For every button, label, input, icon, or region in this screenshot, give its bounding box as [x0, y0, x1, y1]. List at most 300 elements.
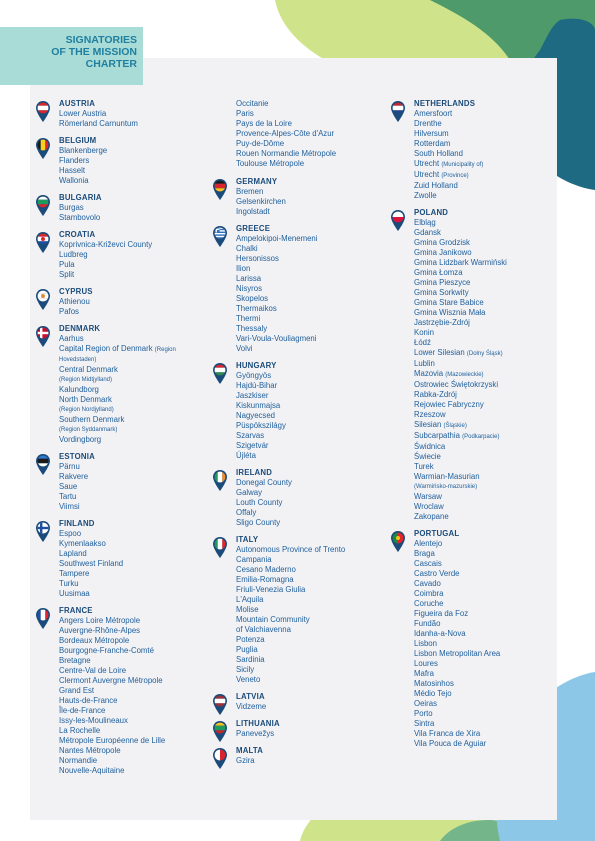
region-name: Saue: [59, 482, 78, 491]
region-item: [236, 254, 372, 264]
region-name: Hasselt: [59, 166, 85, 175]
region-name: Turku: [59, 579, 79, 588]
region-name: Drenthe: [414, 119, 442, 128]
region-name: Porto: [414, 709, 433, 718]
bulgaria-flag-icon: [36, 195, 50, 216]
region-name: Rouen Normandie Métropole: [236, 149, 337, 158]
region-name: Thermaikos: [236, 304, 277, 313]
region-item: [414, 278, 550, 288]
region-name: Jastrzębie-Zdrój: [414, 318, 470, 327]
region-name: Újléta: [236, 451, 256, 460]
country-name: CYPRUS: [59, 287, 93, 296]
region-item: [59, 344, 195, 355]
country-block: [207, 692, 372, 712]
region-item: [59, 395, 195, 405]
region-item: [59, 589, 195, 599]
region-name: Römerland Carnuntum: [59, 119, 138, 128]
region-item: [414, 420, 550, 431]
region-item: [414, 238, 550, 248]
region-item: [236, 575, 372, 585]
region-note: (Province): [441, 173, 469, 179]
region-item: [59, 472, 195, 482]
region-name: Blankenberge: [59, 146, 108, 155]
region-name: Veneto: [236, 675, 261, 684]
region-name: Potenza: [236, 635, 265, 644]
region-name: Elbląg: [414, 218, 436, 227]
region-item: [59, 626, 195, 636]
region-item: [236, 274, 372, 284]
region-name: Panevežys: [236, 729, 275, 738]
region-item: [414, 369, 550, 380]
column-2: [207, 99, 372, 773]
region-name: Bourgogne-Franche-Comté: [59, 646, 154, 655]
malta-flag-icon: [213, 748, 227, 769]
region-item: [59, 425, 195, 435]
region-item: [236, 244, 372, 254]
region-item: [236, 149, 372, 159]
region-item: [414, 559, 550, 569]
region-item: [236, 197, 372, 207]
region-item: [414, 328, 550, 338]
italy-flag-icon: [213, 537, 227, 558]
region-name: Tampere: [59, 569, 90, 578]
region-name: Utrecht: [414, 170, 440, 179]
region-item: [236, 675, 372, 685]
region-name: Szigetvár: [236, 441, 269, 450]
region-name: Southern Denmark: [59, 415, 125, 424]
region-item: [236, 391, 372, 401]
region-name: Gmina Łomza: [414, 268, 463, 277]
region-item: [236, 655, 372, 665]
region-item: [414, 639, 550, 649]
region-item: [59, 156, 195, 166]
region-name: Gelsenkirchen: [236, 197, 286, 206]
region-item: [414, 679, 550, 689]
region-item: [414, 228, 550, 238]
region-name: Emilia-Romagna: [236, 575, 294, 584]
region-item: [59, 539, 195, 549]
region-item: [236, 545, 372, 555]
region-note: (Śląskie): [443, 423, 467, 429]
region-name: Normandie: [59, 756, 98, 765]
country-name: PORTUGAL: [414, 529, 460, 538]
region-item: [59, 579, 195, 589]
region-name: Gyöngyös: [236, 371, 272, 380]
region-name: Nagyecsed: [236, 411, 276, 420]
region-name: Ampelokipoi-Menemeni: [236, 234, 318, 243]
region-name: Zwolle: [414, 191, 437, 200]
country-block: [207, 99, 372, 169]
portugal-flag-icon: [391, 531, 405, 552]
country-name: BULGARIA: [59, 193, 102, 202]
region-name: Vila Franca de Xira: [414, 729, 481, 738]
region-item: [414, 400, 550, 410]
region-item: [414, 191, 550, 201]
region-item: [59, 686, 195, 696]
region-item: [236, 645, 372, 655]
region-item: [236, 234, 372, 244]
denmark-flag-icon: [36, 326, 50, 347]
belgium-flag-icon: [36, 138, 50, 159]
region-item: [236, 401, 372, 411]
country-name: LATVIA: [236, 692, 265, 701]
region-name: Oeiras: [414, 699, 437, 708]
region-name: Lower Austria: [59, 109, 107, 118]
region-item: [59, 334, 195, 344]
region-name: Hovedstaden): [59, 357, 97, 363]
region-name: Warsaw: [414, 492, 442, 501]
region-name: Campania: [236, 555, 272, 564]
region-item: [59, 676, 195, 686]
region-name: Lisbon: [414, 639, 437, 648]
country-block: [30, 193, 195, 223]
region-item: [236, 139, 372, 149]
region-name: Gmina Grodzisk: [414, 238, 470, 247]
region-item: [59, 766, 195, 776]
region-name: Auvergne-Rhône-Alpes: [59, 626, 141, 635]
region-item: [414, 129, 550, 139]
region-name: Koprivnica-Križevci County: [59, 240, 153, 249]
region-item: [236, 441, 372, 451]
region-name: Espoo: [59, 529, 82, 538]
region-item: [414, 181, 550, 191]
region-item: [414, 258, 550, 268]
lithuania-flag-icon: [213, 721, 227, 742]
region-name: Vordingborg: [59, 435, 102, 444]
region-name: Offaly: [236, 508, 257, 517]
region-name: Métropole Européenne de Lille: [59, 736, 166, 745]
region-item: [59, 726, 195, 736]
region-name: Angers Loire Métropole: [59, 616, 141, 625]
region-item: [414, 359, 550, 369]
region-name: Gzira: [236, 756, 255, 765]
region-name: Ingolstadt: [236, 207, 270, 216]
country-block: [30, 324, 195, 445]
country-name: LITHUANIA: [236, 719, 280, 728]
region-item: [414, 502, 550, 512]
austria-flag-icon: [36, 101, 50, 122]
region-item: [236, 129, 372, 139]
country-block: [30, 452, 195, 512]
netherlands-flag-icon: [391, 101, 405, 122]
region-name: Lisbon Metropolitan Area: [414, 649, 501, 658]
region-name: Thermi: [236, 314, 261, 323]
region-item: [414, 462, 550, 472]
region-name: Lapland: [59, 549, 87, 558]
country-block: [207, 746, 372, 766]
region-name: Bretagne: [59, 656, 91, 665]
finland-flag-icon: [36, 521, 50, 542]
france-flag-icon: [36, 608, 50, 629]
region-item: [59, 756, 195, 766]
region-name: Utrecht: [414, 159, 440, 168]
region-item: [236, 702, 372, 712]
region-item: [414, 288, 550, 298]
country-name: ESTONIA: [59, 452, 95, 461]
region-item: [236, 334, 372, 344]
region-item: [236, 324, 372, 334]
column-3: [385, 99, 550, 756]
region-name: Cesano Maderno: [236, 565, 296, 574]
region-name: Wroclaw: [414, 502, 444, 511]
greece-flag-icon: [213, 226, 227, 247]
region-name: Nantes Métropole: [59, 746, 121, 755]
region-item: [236, 119, 372, 129]
region-name: Aarhus: [59, 334, 84, 343]
region-name: Mazovia: [414, 369, 444, 378]
region-item: [414, 669, 550, 679]
region-name: Toulouse Métropole: [236, 159, 305, 168]
region-item: [236, 615, 372, 625]
region-item: [59, 502, 195, 512]
region-item: [59, 203, 195, 213]
region-name: Vila Pouca de Aguiar: [414, 739, 487, 748]
region-item: [236, 314, 372, 324]
region-item: [414, 599, 550, 609]
region-name: (Warmińsko-mazurskie): [414, 484, 478, 490]
region-name: Alentejo: [414, 539, 443, 548]
column-1: [30, 99, 195, 783]
region-item: [414, 218, 550, 228]
region-name: Rejowiec Fabryczny: [414, 400, 484, 409]
country-name: BELGIUM: [59, 136, 97, 145]
country-block: [207, 719, 372, 739]
region-item: [59, 716, 195, 726]
region-name: Hajdú-Bihar: [236, 381, 278, 390]
region-item: [59, 706, 195, 716]
region-item: [236, 565, 372, 575]
region-name: Chalki: [236, 244, 258, 253]
region-name: Larissa: [236, 274, 262, 283]
region-name: Kymenlaakso: [59, 539, 106, 548]
country-block: [207, 177, 372, 217]
region-name: Coruche: [414, 599, 444, 608]
region-item: [59, 297, 195, 307]
region-item: [59, 746, 195, 756]
region-name: North Denmark: [59, 395, 112, 404]
region-name: Lower Silesian: [414, 348, 465, 357]
region-item: [414, 569, 550, 579]
region-item: [414, 589, 550, 599]
region-item: [59, 166, 195, 176]
region-name: Split: [59, 270, 75, 279]
region-item: [236, 585, 372, 595]
region-name: Figueira da Foz: [414, 609, 469, 618]
country-block: [207, 535, 372, 685]
region-item: [414, 119, 550, 129]
region-name: Coimbra: [414, 589, 444, 598]
region-name: Puy-de-Dôme: [236, 139, 285, 148]
country-name: MALTA: [236, 746, 264, 755]
region-name: Subcarpathia: [414, 431, 460, 440]
country-block: [30, 287, 195, 317]
region-name: Grand Est: [59, 686, 95, 695]
region-item: [414, 512, 550, 522]
region-name: Galway: [236, 488, 262, 497]
region-item: [414, 248, 550, 258]
country-block: [30, 606, 195, 776]
region-item: [236, 294, 372, 304]
region-item: [236, 421, 372, 431]
region-name: Gdansk: [414, 228, 441, 237]
region-name: Łódź: [414, 338, 431, 347]
region-name: Volvi: [236, 344, 253, 353]
region-name: Paris: [236, 109, 254, 118]
region-item: [59, 270, 195, 280]
region-item: [236, 625, 372, 635]
title-box: [0, 27, 143, 85]
region-note: (Region: [154, 347, 176, 353]
poland-flag-icon: [391, 210, 405, 231]
region-item: [414, 298, 550, 308]
region-item: [414, 139, 550, 149]
region-item: [414, 452, 550, 462]
region-name: Vari-Voula-Vouliagmeni: [236, 334, 317, 343]
region-item: [59, 260, 195, 270]
region-name: Gmina Lidzbark Warmiński: [414, 258, 507, 267]
region-item: [236, 665, 372, 675]
country-name: POLAND: [414, 208, 449, 217]
region-name: Cascais: [414, 559, 442, 568]
region-name: Pärnu: [59, 462, 80, 471]
country-name: FINLAND: [59, 519, 95, 528]
region-name: Louth County: [236, 498, 283, 507]
region-item: [414, 268, 550, 278]
country-block: [385, 208, 550, 522]
region-item: [414, 492, 550, 502]
region-item: [59, 385, 195, 395]
region-item: [236, 109, 372, 119]
region-name: (Region Syddanmark): [59, 427, 118, 433]
region-name: Amersfoort: [414, 109, 453, 118]
region-name: Kalundborg: [59, 385, 99, 394]
region-item: [414, 649, 550, 659]
region-name: Uusimaa: [59, 589, 90, 598]
region-name: La Rochelle: [59, 726, 101, 735]
region-note: (Municipality of): [441, 162, 484, 168]
estonia-flag-icon: [36, 454, 50, 475]
region-item: [236, 411, 372, 421]
region-item: [59, 559, 195, 569]
ireland-flag-icon: [213, 470, 227, 491]
region-name: Gmina Sorkwity: [414, 288, 469, 297]
region-name: Jaszkiser: [236, 391, 269, 400]
region-name: Sintra: [414, 719, 435, 728]
region-item: [59, 365, 195, 375]
region-item: [59, 146, 195, 156]
region-name: Fundão: [414, 619, 441, 628]
region-item: [414, 689, 550, 699]
country-block: [207, 468, 372, 528]
region-item: [414, 338, 550, 348]
country-name: HUNGARY: [236, 361, 277, 370]
region-item: [236, 729, 372, 739]
region-item: [59, 435, 195, 445]
country-name: FRANCE: [59, 606, 93, 615]
region-item: [236, 518, 372, 528]
region-name: Hersonissos: [236, 254, 279, 263]
region-name: Ludbreg: [59, 250, 88, 259]
region-item: [414, 170, 550, 181]
region-name: Gmina Pieszyce: [414, 278, 471, 287]
region-name: Flanders: [59, 156, 90, 165]
region-item: [236, 284, 372, 294]
region-name: Sligo County: [236, 518, 281, 527]
country-block: [30, 136, 195, 186]
region-item: [236, 488, 372, 498]
region-item: [59, 482, 195, 492]
region-item: [236, 508, 372, 518]
region-name: Hilversum: [414, 129, 449, 138]
region-item: [414, 709, 550, 719]
region-item: [414, 149, 550, 159]
country-block: [207, 361, 372, 461]
region-name: Tartu: [59, 492, 77, 501]
region-name: Ostrowiec Świętokrzyski: [414, 380, 499, 389]
region-name: Sicily: [236, 665, 255, 674]
country-name: ITALY: [236, 535, 259, 544]
region-item: [236, 371, 372, 381]
region-item: [236, 304, 372, 314]
region-item: [414, 619, 550, 629]
region-item: [59, 375, 195, 385]
region-name: Nisyros: [236, 284, 262, 293]
region-item: [236, 381, 372, 391]
region-name: Gmina Janikowo: [414, 248, 472, 257]
region-item: [414, 159, 550, 170]
country-block: [207, 224, 372, 354]
region-item: [59, 240, 195, 250]
region-item: [414, 659, 550, 669]
country-block: [385, 99, 550, 201]
region-item: [236, 344, 372, 354]
region-name: South Holland: [414, 149, 463, 158]
region-item: [236, 159, 372, 169]
region-name: Mountain Community: [236, 615, 310, 624]
region-item: [414, 549, 550, 559]
region-name: Burgas: [59, 203, 84, 212]
region-note: (Dolny Śląsk): [466, 351, 503, 357]
country-name: AUSTRIA: [59, 99, 96, 108]
title-line-2: OF THE MISSION: [51, 46, 137, 58]
region-item: [59, 250, 195, 260]
region-name: Warmian-Masurian: [414, 472, 480, 481]
region-name: Hauts-de-France: [59, 696, 118, 705]
region-name: Issy-les-Moulineaux: [59, 716, 128, 725]
title-line-1: SIGNATORIES: [65, 34, 137, 46]
region-item: [59, 213, 195, 223]
region-item: [236, 478, 372, 488]
region-name: Nouvelle-Aquitaine: [59, 766, 125, 775]
region-item: [236, 555, 372, 565]
country-name: GERMANY: [236, 177, 278, 186]
region-item: [59, 355, 195, 365]
region-item: [59, 415, 195, 425]
region-name: Molise: [236, 605, 259, 614]
region-item: [414, 629, 550, 639]
germany-flag-icon: [213, 179, 227, 200]
region-item: [59, 529, 195, 539]
region-item: [236, 635, 372, 645]
region-name: Provence-Alpes-Côte d'Azur: [236, 129, 335, 138]
region-item: [236, 264, 372, 274]
region-name: Mafra: [414, 669, 434, 678]
country-name: IRELAND: [236, 468, 273, 477]
region-item: [414, 318, 550, 328]
region-item: [236, 451, 372, 461]
region-item: [414, 729, 550, 739]
region-name: Bremen: [236, 187, 264, 196]
